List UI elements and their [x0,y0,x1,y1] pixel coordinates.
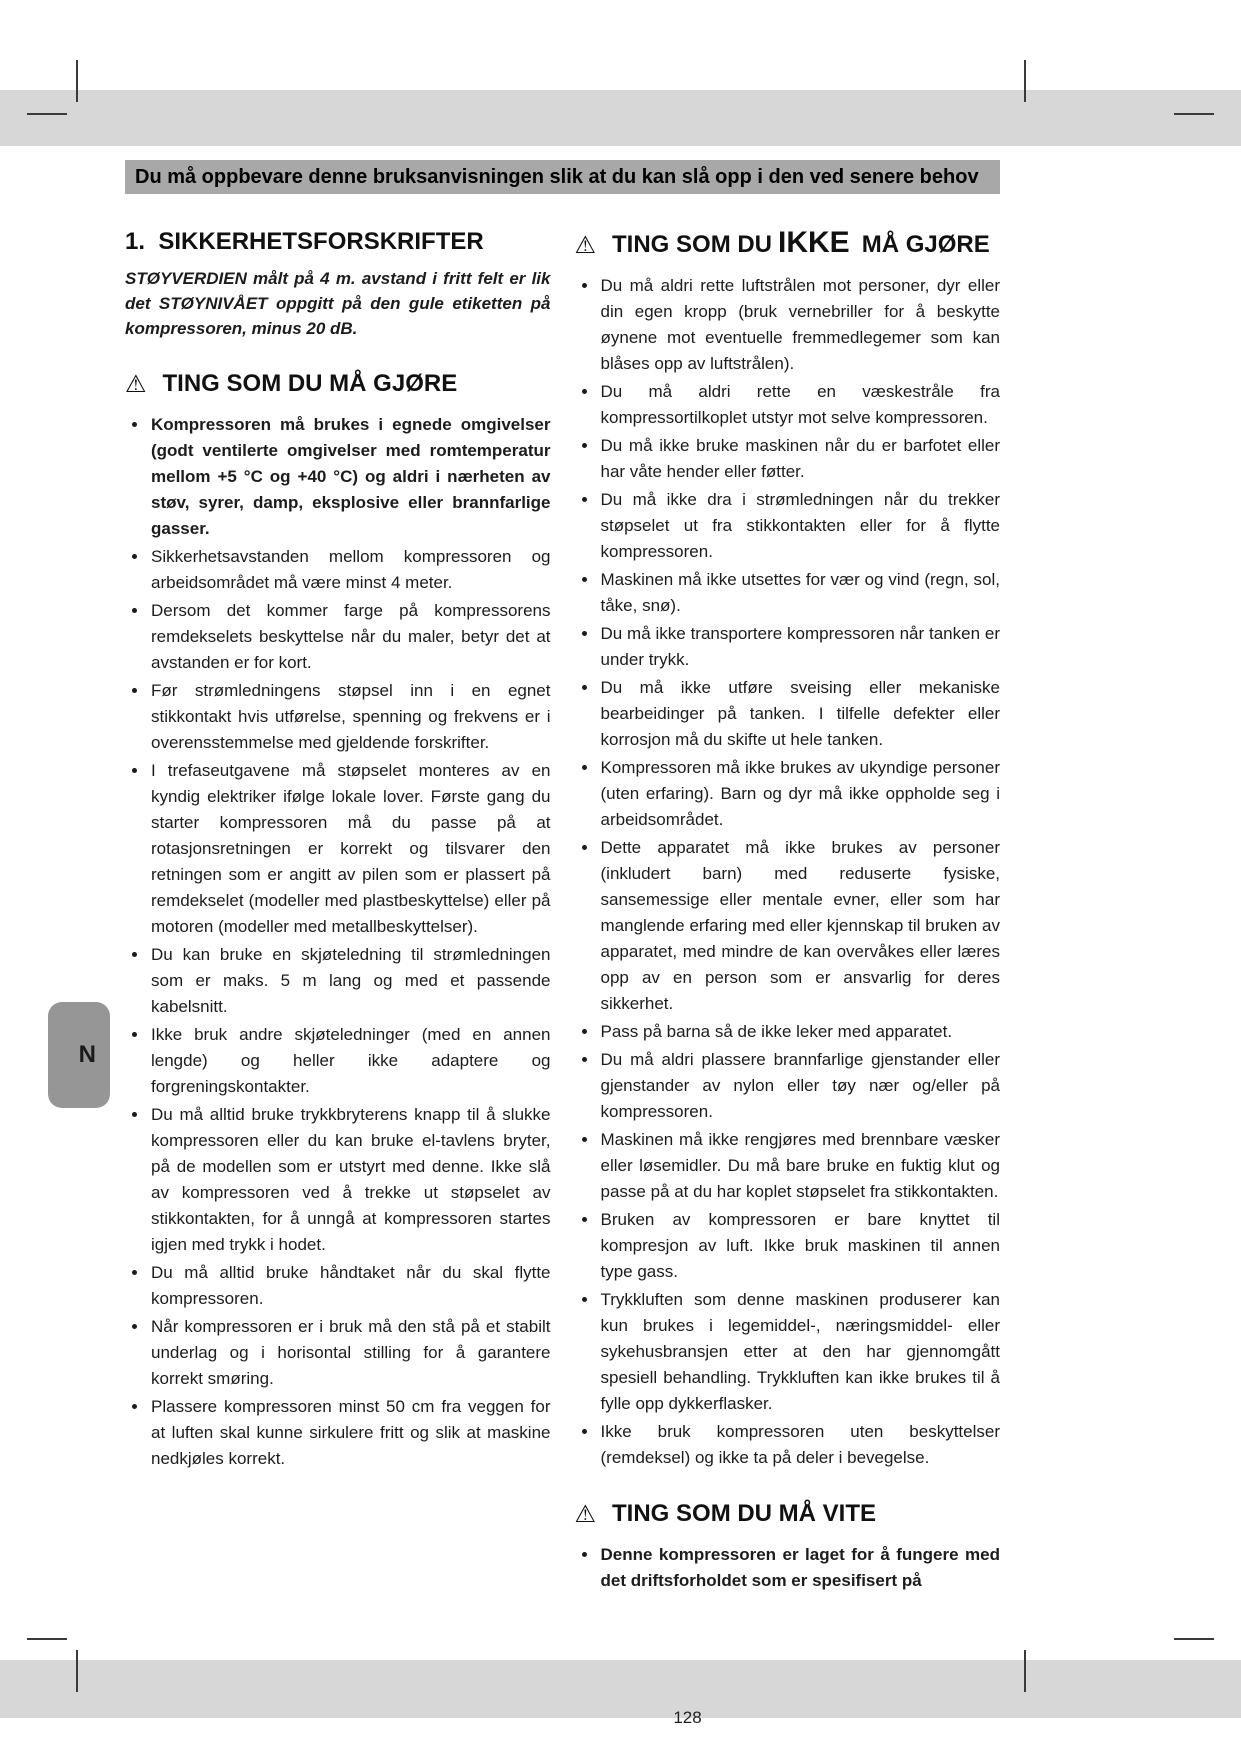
notice-banner: Du må oppbevare denne bruksanvisningen slik at du kan slå opp i den ved senere behov [125,160,1000,194]
list-item: • Denne kompressoren er laget for å fungere med det driftsforholdet som er spesifisert på [599,1542,1001,1594]
list-item: • Du må alltid bruke trykkbryterens knapp til å slukke kompressoren eller du kan bruke el-tavlens bryter, på de modellen som er utstyrt med denne. Ikke slå av kompressoren ved å trekke ut støpselet av stikkontakten, for å unngå at kompressoren startes igjen med trykk i hodet. [149,1102,551,1258]
list-item: • Plassere kompressoren minst 50 cm fra veggen for at luften skal kunne sirkulere fritt og slik at maskine nedkjøles korrekt. [149,1394,551,1472]
list-item: • Du må ikke dra i strømledningen når du trekker støpselet ut fra stikkontakten eller for å flytte kompressoren. [599,487,1001,565]
list-item: • Du må aldri rette en væskestråle fra kompressortilkoplet utstyr mot selve kompressoren. [599,379,1001,431]
know-section-heading [575,1499,1001,1528]
list-item: • Ikke bruk andre skjøteledninger (med en annen lengde) og heller ikke adaptere og forgreningskontakter. [149,1022,551,1100]
list-item: • Dette apparatet må ikke brukes av personer (inkludert barn) med reduserte fysiske, sansemessige eller mentale evner, eller som har manglende erfaring med eller kjennskap til bruken av apparatet, med mindre de kan overvåkes eller læres opp av en person som er ansvarlig for deres sikkerhet. [599,835,1001,1017]
list-item: • Maskinen må ikke rengjøres med brennbare væsker eller løsemidler. Du må bare bruke en fuktig klut og passe på at du har koplet støpselet fra stikkontakten. [599,1127,1001,1205]
warning-icon: ⚠ [125,371,147,398]
crop-mark [1024,60,1026,102]
list-item: • Når kompressoren er i bruk må den stå på et stabilt underlag og i horisontal stilling for å garantere korrekt smøring. [149,1314,551,1392]
section-title: 1. SIKKERHETSFORSKRIFTER [125,228,484,255]
list-item: • Kompressoren må brukes i egnede omgivelser (godt ventilerte omgivelser med romtemperatur mellom +5 °C og +40 °C) og aldri i nærheten av støv, syrer, damp, eksplosive eller brannfarlige gasser. [149,412,551,542]
list-item: • Du må ikke transportere kompressoren når tanken er under trykk. [599,621,1001,673]
language-tab [48,1002,110,1108]
dont-section-heading [574,226,1001,259]
list-item: • Bruken av kompressoren er bare knyttet til kompresjon av luft. Ikke bruk maskinen til annen type gass. [599,1207,1001,1285]
list-item: • Sikkerhetsavstanden mellom kompressoren og arbeidsområdet må være minst 4 meter. [149,544,551,596]
list-item: • Du må ikke utføre sveising eller mekaniske bearbeidinger på tanken. I tilfelle defekter eller korrosjon må du skifte ut hele tanken. [599,675,1001,753]
list-item: • Kompressoren må ikke brukes av ukyndige personer (uten erfaring). Barn og dyr må ikke oppholde seg i arbeidsområdet. [599,755,1001,833]
crop-mark [1174,113,1214,115]
crop-mark [1174,1638,1214,1640]
crop-mark [27,1638,67,1640]
two-column-layout [125,228,1000,1596]
know-section-title: TING SOM DU MÅ VITE [612,1500,877,1527]
crop-mark [27,113,67,115]
noise-level-note: STØYVERDIEN målt på 4 m. avstand i fritt felt er lik det STØYNIVÅET oppgitt på den gule etiketten på kompressoren, minus 20 dB. [125,269,551,338]
do-list [125,412,551,1472]
list-item: • Ikke bruk kompressoren uten beskyttelser (remdeksel) og ikke ta på deler i bevegelse. [599,1419,1001,1471]
left-column [125,228,551,1596]
crop-mark [1024,1650,1026,1692]
list-item: • Du må alltid bruke håndtaket når du skal flytte kompressoren. [149,1260,551,1312]
scan-edge-band-top [0,90,1241,146]
list-item: • Du må aldri rette luftstrålen mot personer, dyr eller din egen kropp (bruk vernebriller for å beskytte øynene mot eventuelle fremmedlegemer som kan blåses opp av luftstrålen). [599,273,1001,377]
language-tab-label: N [78,1041,96,1068]
list-item: • Du må aldri plassere brannfarlige gjenstander eller gjenstander av nylon eller tøy nær og/eller på kompressoren. [599,1047,1001,1125]
do-section-heading [125,369,551,398]
dont-title-emphasis: IKKE [778,226,850,259]
warning-icon: ⚠ [574,232,597,259]
list-item: • Dersom det kommer farge på kompressorens remdekselets beskyttelse når du maler, betyr det at avstanden er for kort. [149,598,551,676]
list-item: • Maskinen må ikke utsettes for vær og vind (regn, sol, tåke, snø). [599,567,1001,619]
warning-icon: ⚠ [574,1501,597,1528]
crop-mark [76,1650,78,1692]
list-item: • Før strømledningens støpsel inn i en egnet stikkontakt hvis utførelse, spenning og frekvens er i overensstemmelse med gjeldende forskrifter. [149,678,551,756]
list-item: • Pass på barna så de ikke leker med apparatet. [599,1019,1001,1045]
dont-title-suffix: MÅ GJØRE [861,231,990,258]
know-list [575,1542,1001,1594]
dont-list [575,273,1001,1471]
dont-title-prefix: TING SOM DU [612,231,773,258]
page-content [125,160,1000,1727]
do-section-title: TING SOM DU MÅ GJØRE [162,370,458,397]
list-item: • I trefaseutgavene må støpselet monteres av en kyndig elektriker ifølge lokale lover. Første gang du starter kompressoren må du passe på at rotasjonsretningen er korrekt og tilsvarer den retningen som er angitt av pilen som er plassert på remdekselet (modeller med plastbeskyttelse) eller på motoren (modeller med metallbeskyttelser). [149,758,551,940]
list-item: • Du må ikke bruke maskinen når du er barfotet eller har våte hender eller føtter. [599,433,1001,485]
list-item: • Du kan bruke en skjøteledning til strømledningen som er maks. 5 m lang og med et passende kabelsnitt. [149,942,551,1020]
page-number: 128 [673,1708,702,1727]
right-column [575,228,1001,1596]
list-item: • Trykkluften som denne maskinen produserer kan kun brukes i legemiddel-, næringsmiddel- eller sykehusbransjen etter at den har gjennomgått spesiell behandling. Trykkluften kan ikke brukes til å fylle opp dykkerflasker. [599,1287,1001,1417]
crop-mark [76,60,78,102]
